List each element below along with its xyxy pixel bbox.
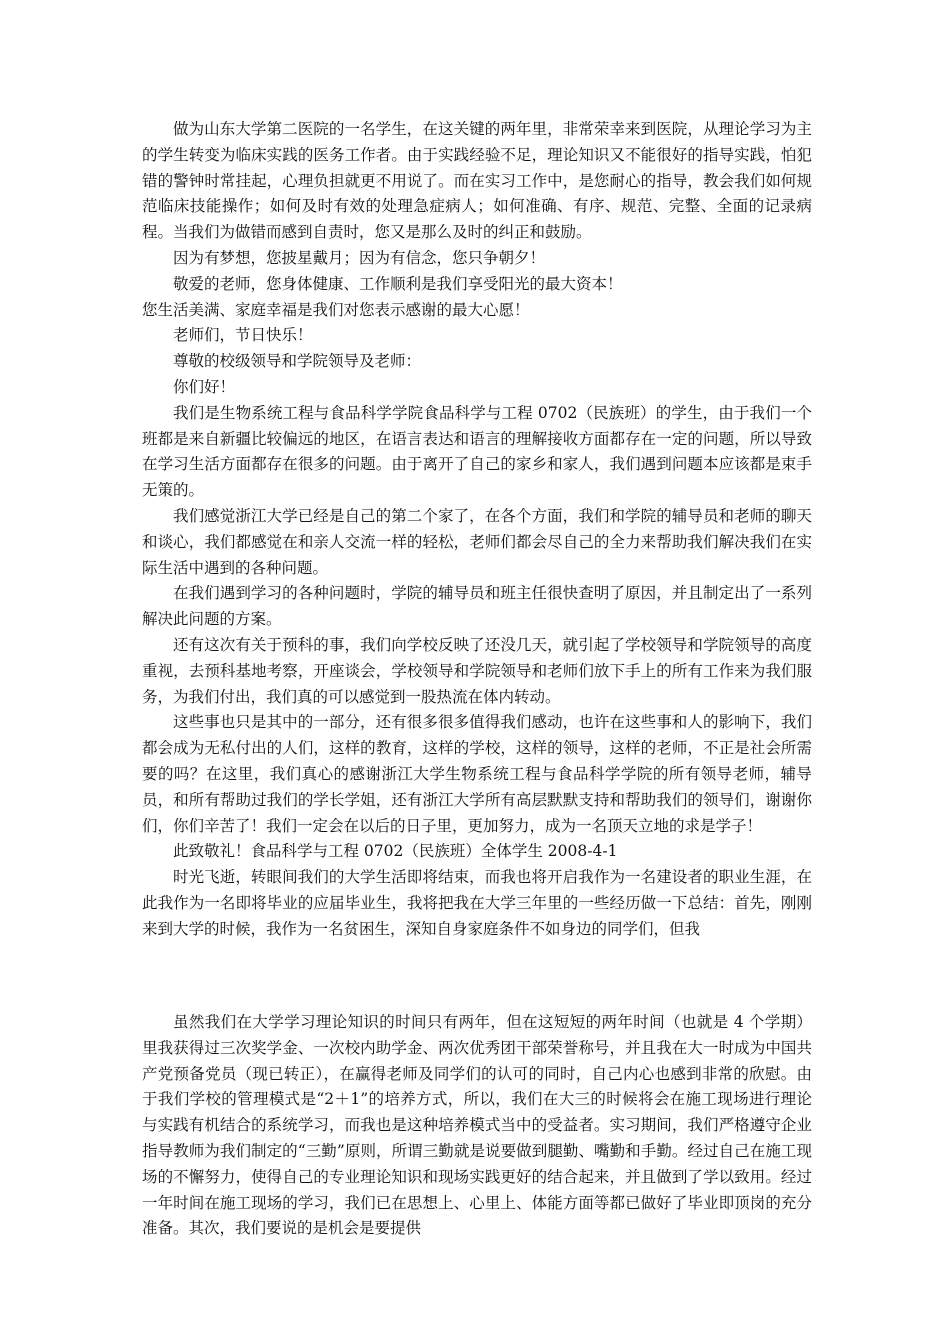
- letter-closing-signature: 此致敬礼！食品科学与工程 0702（民族班）全体学生 2008-4-1: [173, 842, 618, 861]
- paragraph-medical-student-thanks: 做为山东大学第二医院的一名学生，在这关键的两年里，非常荣幸来到医院，从理论学习为主的学生转变为临床实践的医务工作者。由于实践经验不足，理论知识又不能很好的指导实践，怕犯错的警钟时常挂起，心理负担就更不用说了。而在实习工作中，是您耐心的指导，教会我们如何规范临床技能操作；如何及时有效的处理急症病人；如何准确、有序、规范、完整、全面的记录病程。当我们为做错而感到自责时，您又是那么及时的纠正和鼓励。: [142, 120, 812, 242]
- document-body-part-2: [142, 1010, 812, 1242]
- paragraph-dream-belief: 因为有梦想，您披星戴月；因为有信念，您只争朝夕！: [173, 248, 546, 267]
- paragraph-health-wish: 敬爱的老师，您身体健康、工作顺利是我们享受阳光的最大资本！: [173, 274, 623, 293]
- paragraph-class-introduction: 我们是生物系统工程与食品科学学院食品科学与工程 0702（民族班）的学生，由于我们一个班都是来自新疆比较偏远的地区，在语言表达和语言的理解接收方面都存在一定的问题，所以导致在学习生活方面都存在很多的问题。由于离开了自己的家乡和家人，我们遇到问题本应该都是束手无策的。: [142, 403, 812, 500]
- paragraph-holiday-greeting: 老师们，节日快乐！: [173, 326, 313, 345]
- paragraph-second-home: 我们感觉浙江大学已经是自己的第二个家了，在各个方面，我们和学院的辅导员和老师的聊天和谈心，我们都感觉在和亲人交流一样的轻松，老师们都会尽自己的全力来帮助我们解决我们在实际生活中遇到的各种问题。: [142, 506, 812, 577]
- document-body-part-1: [142, 117, 812, 943]
- paragraph-graduation-summary-continued: 虽然我们在大学学习理论知识的时间只有两年，但在这短短的两年时间（也就是 4 个学期）里我获得过三次奖学金、一次校内助学金、两次优秀团干部荣誉称号，并且我在大一时成为中国共产党预备党员（现已转正），在赢得老师及同学们的认可的同时，自己内心也感到非常的欣慰。由于我们学校的管理模式是“2＋1”的培养方式，所以，我们在大三的时候将会在施工现场进行理论与实践有机结合的系统学习，而我也是这种培养模式当中的受益者。实习期间，我们严格遵守企业指导教师为我们制定的“三勤”原则，所谓三勤就是说要做到腿勤、嘴勤和手勤。经过自己在施工现场的不懈努力，使得自己的专业理论知识和现场实践更好的结合起来，并且做到了学以致用。经过一年时间在施工现场的学习，我们已在思想上、心里上、体能方面等都已做好了毕业即顶岗的充分准备。其次，我们要说的是机会是要提供: [142, 1013, 812, 1238]
- letter-greeting: 你们好！: [173, 377, 236, 396]
- paragraph-preparatory-matter: 还有这次有关于预科的事，我们向学校反映了还没几天，就引起了学校领导和学院领导的高度重视，去预科基地考察，开座谈会，学校领导和学院领导和老师们放下手上的所有工作来为我们服务，为我们付出，我们真的可以感觉到一股热流在体内转动。: [142, 635, 812, 706]
- paragraph-gratitude: 这些事也只是其中的一部分，还有很多很多值得我们感动，也许在这些事和人的影响下，我们都会成为无私付出的人们，这样的教育，这样的学校，这样的领导，这样的老师，不正是社会所需要的吗？在这里，我们真心的感谢浙江大学生物系统工程与食品科学学院的所有领导老师，辅导员，和所有帮助过我们的学长学姐，还有浙江大学所有高层默默支持和帮助我们的领导们，谢谢你们，你们辛苦了！我们一定会在以后的日子里，更加努力，成为一名顶天立地的求是学子！: [142, 713, 812, 835]
- paragraph-graduation-summary-start: 时光飞逝，转眼间我们的大学生活即将结束，而我也将开启我作为一名建设者的职业生涯，在此我作为一名即将毕业的应届毕业生，我将把我在大学三年里的一些经历做一下总结：首先，刚刚来到大学的时候，我作为一名贫困生，深知自身家庭条件不如身边的同学们，但我: [142, 868, 812, 938]
- paragraph-study-problems: 在我们遇到学习的各种问题时，学院的辅导员和班主任很快查明了原因，并且制定出了一系列解决此问题的方案。: [142, 584, 812, 629]
- letter-salutation: 尊敬的校级领导和学院领导及老师：: [173, 352, 422, 371]
- paragraph-family-wish: 您生活美满、家庭幸福是我们对您表示感谢的最大心愿！: [142, 300, 530, 319]
